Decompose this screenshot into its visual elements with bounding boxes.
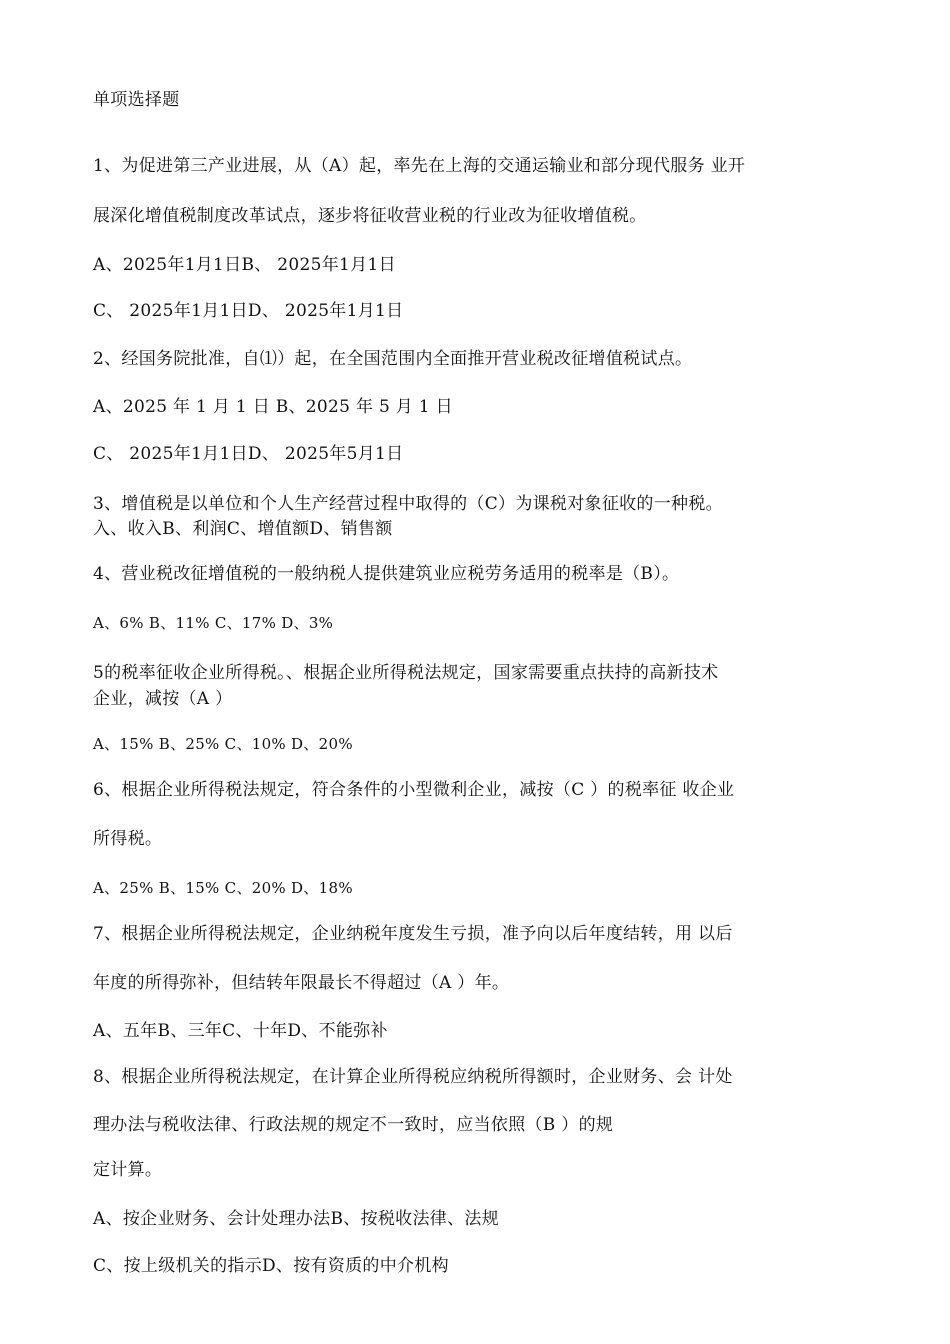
question-8-line-3: 定计算。: [93, 1160, 163, 1180]
document-heading: 单项选择题: [93, 90, 180, 110]
question-5-line-1: 5的税率征收企业所得税。、根据企业所得税法规定，国家需要重点扶持的高新技术: [93, 663, 719, 683]
question-4-options: A、6% B、11% C、17% D、3%: [93, 614, 334, 632]
question-2-options-ab: A、2025 年 1 月 1 日 B、2025 年 5 月 1 日: [93, 397, 453, 417]
question-4-text: 4、营业税改征增值税的一般纳税人提供建筑业应税劳务适用的税率是（B）。: [93, 564, 680, 584]
question-8-options-ab: A、按企业财务、会计处理办法B、按税收法律、法规: [93, 1209, 499, 1229]
question-7-line-2: 年度的所得弥补，但结转年限最长不得超过（A ）年。: [93, 973, 510, 993]
question-6-line-2: 所得税。: [93, 829, 163, 849]
question-1-line-1: 1、为促进第三产业进展，从（A）起，率先在上海的交通运输业和部分现代服务 业开: [93, 156, 746, 176]
question-6-options: A、25% B、15% C、20% D、18%: [93, 879, 353, 897]
question-5-options: A、15% B、25% C、10% D、20%: [93, 735, 353, 753]
question-7-options: A、五年B、三年C、十年D、不能弥补: [93, 1021, 388, 1041]
question-8-line-2: 理办法与税收法律、行政法规的规定不一致时，应当依照（B ）的规: [93, 1115, 614, 1135]
question-3-text: 3、增值税是以单位和个人生产经营过程中取得的（C）为课税对象征收的一种税。: [93, 494, 723, 514]
question-6-line-1: 6、根据企业所得税法规定，符合条件的小型微利企业，减按（C ）的税率征 收企业: [93, 780, 735, 800]
question-1-options-ab: A、2025年1月1日B、 2025年1月1日: [93, 255, 396, 275]
question-8-line-1: 8、根据企业所得税法规定，在计算企业所得税应纳税所得额时，企业财务、会 计处: [93, 1067, 733, 1087]
question-1-line-2: 展深化增值税制度改革试点，逐步将征收营业税的行业改为征收增值税。: [93, 206, 647, 226]
question-3-options: 入、收入B、利润C、增值额D、销售额: [93, 519, 393, 539]
question-5-line-2: 企业，减按（A ）: [93, 689, 233, 709]
question-7-line-1: 7、根据企业所得税法规定，企业纳税年度发生亏损，准予向以后年度结转，用 以后: [93, 924, 733, 944]
question-1-options-cd: C、 2025年1月1日D、 2025年1月1日: [93, 301, 404, 321]
question-8-options-cd: C、按上级机关的指示D、按有资质的中介机构: [93, 1256, 449, 1276]
question-2-options-cd: C、 2025年1月1日D、 2025年5月1日: [93, 444, 404, 464]
question-2-text: 2、经国务院批准，自⑴）起，在全国范围内全面推开营业税改征增值税试点。: [93, 349, 693, 369]
